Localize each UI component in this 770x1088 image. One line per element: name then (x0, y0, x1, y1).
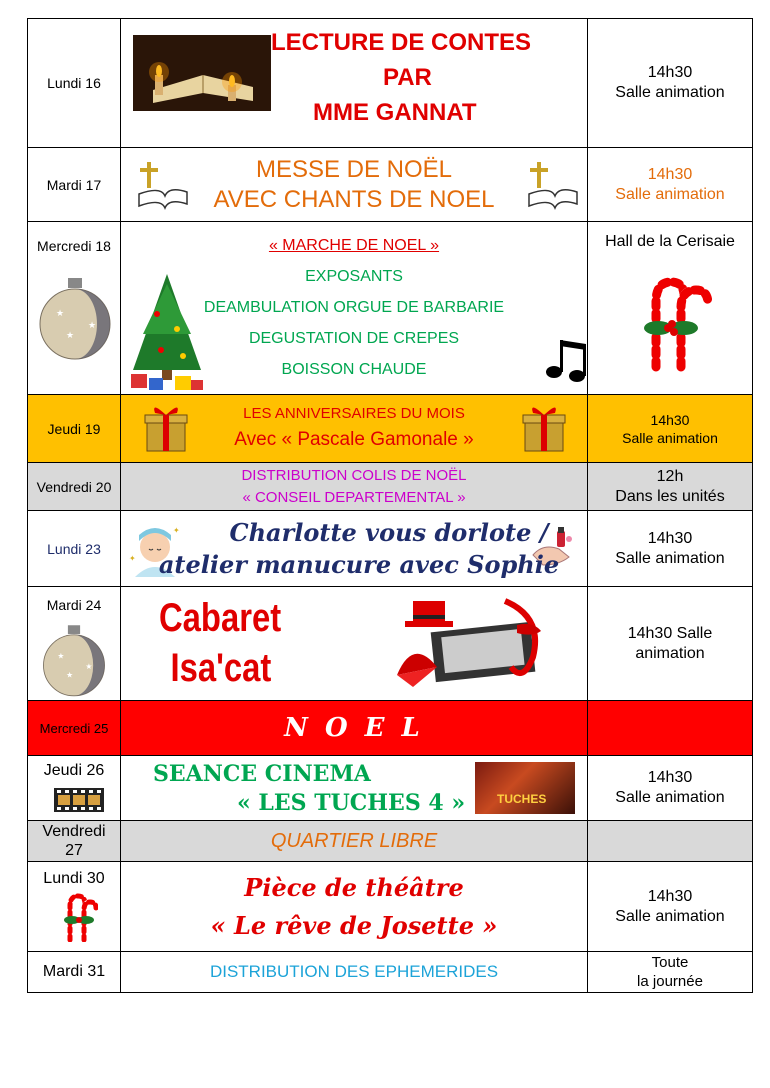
event-cell (121, 952, 588, 993)
event-line: Pièce de théâtre (244, 872, 464, 902)
event-cell (121, 511, 588, 587)
event-line: « CONSEIL DEPARTEMENTAL » (242, 488, 466, 506)
event-text (121, 869, 587, 945)
row-mardi-17 (28, 148, 753, 222)
time-cell (588, 395, 753, 463)
day-label: Vendredi 20 (36, 478, 112, 495)
music-note-icon (545, 334, 587, 382)
event-line: « MARCHE DE NOEL » (268, 237, 440, 254)
time-line: Salle animation (615, 789, 725, 806)
row-vendredi-27 (28, 821, 753, 862)
event-text (159, 593, 281, 693)
event-cell (121, 821, 588, 862)
event-line: AVEC CHANTS DE NOEL (213, 185, 495, 213)
time-line: 14h30 (647, 64, 693, 81)
day-cell (28, 19, 121, 148)
event-cell (121, 756, 588, 821)
day-cell (28, 821, 121, 862)
day-label: Lundi 16 (47, 75, 101, 91)
time-line: Salle animation (622, 429, 718, 446)
time-line: Salle animation (615, 549, 725, 567)
event-line: Avec « Pascale Gamonale » (234, 428, 474, 450)
time-cell (588, 148, 753, 222)
event-cell (121, 19, 588, 148)
cabaret-props-image (393, 597, 553, 691)
event-line: Charlotte vous dorlote / (229, 517, 549, 547)
time-line: 14h30 Salle (627, 624, 713, 642)
event-line: PAR (383, 64, 432, 91)
time-cell (588, 952, 753, 993)
event-cell (121, 222, 588, 395)
day-cell (28, 587, 121, 701)
event-line: EXPOSANTS (305, 268, 403, 285)
event-line: atelier manucure avec Sophie (158, 549, 560, 579)
time-line: Dans les unités (615, 487, 725, 505)
event-cell (121, 148, 588, 222)
time-cell (588, 587, 753, 701)
day-cell (28, 756, 121, 821)
time-cell (588, 862, 753, 952)
day-label: Jeudi 26 (43, 762, 105, 779)
candy-cane-icon (58, 892, 98, 942)
time-line: Toute (651, 954, 689, 971)
day-cell (28, 701, 121, 756)
event-text (121, 465, 587, 509)
day-label: Jeudi 19 (47, 420, 101, 437)
svg-text:★: ★ (66, 330, 75, 340)
day-label: Mercredi 25 (39, 720, 109, 736)
day-cell (28, 148, 121, 222)
day-label: Lundi 30 (43, 870, 105, 887)
time-line: 14h30 (647, 529, 693, 547)
day-label: Mercredi 18 (37, 238, 111, 254)
day-cell (28, 463, 121, 511)
row-mardi-31 (28, 952, 753, 993)
time-line: Salle animation (615, 84, 725, 101)
day-label: Vendredi (42, 823, 106, 840)
time-cell (588, 19, 753, 148)
event-cell (121, 701, 588, 756)
film-reel-icon (54, 786, 104, 814)
time-line: 14h30 (647, 769, 693, 786)
row-mardi-24 (28, 587, 753, 701)
row-mercredi-25 (28, 701, 753, 756)
row-lundi-30 (28, 862, 753, 952)
event-line: Cabaret (159, 596, 282, 640)
svg-text:✦: ✦ (129, 554, 136, 563)
event-text: DISTRIBUTION DES EPHEMERIDES (209, 962, 499, 981)
time-line: Hall de la Cerisaie (605, 233, 735, 250)
event-text (153, 760, 465, 818)
event-line: SEANCE CINEMA (153, 761, 371, 787)
event-cell (121, 463, 588, 511)
time-line: animation (635, 644, 705, 662)
event-cell (121, 395, 588, 463)
event-line: MESSE DE NOËL (255, 155, 453, 183)
event-line: DEAMBULATION ORGUE DE BARBARIE (203, 299, 505, 316)
day-label: Mardi 31 (42, 963, 106, 980)
time-line: 14h30 (650, 411, 690, 428)
event-line: DEGUSTATION DE CREPES (248, 330, 460, 347)
time-cell (588, 701, 753, 756)
row-mercredi-18 (28, 222, 753, 395)
svg-text:★: ★ (88, 320, 97, 330)
event-text (121, 230, 587, 385)
schedule-table (27, 18, 753, 993)
event-line: MME GANNAT (313, 99, 477, 126)
time-cell (588, 222, 753, 395)
event-text (121, 403, 587, 455)
event-text (121, 155, 587, 215)
time-cell (588, 511, 753, 587)
event-text (271, 25, 561, 130)
movie-poster-image (475, 762, 575, 814)
candy-cane-icon (626, 272, 716, 372)
event-cell (121, 587, 588, 701)
time-line: Salle animation (615, 907, 725, 925)
event-line: LECTURE DE CONTES (271, 29, 532, 56)
time-line: 14h30 (647, 165, 693, 183)
svg-text:★: ★ (85, 661, 93, 671)
event-line: BOISSON CHAUDE (281, 361, 427, 378)
row-vendredi-20 (28, 463, 753, 511)
day-cell (28, 952, 121, 993)
row-lundi-16 (28, 19, 753, 148)
event-text: N O E L (284, 713, 424, 743)
day-label: Mardi 24 (46, 597, 102, 613)
svg-text:✦: ✦ (173, 526, 180, 535)
time-cell (588, 463, 753, 511)
event-text: QUARTIER LIBRE (270, 829, 438, 852)
event-cell (121, 862, 588, 952)
event-line: « LES TUCHES 4 » (237, 790, 466, 816)
poster-title: TUCHES (497, 792, 547, 806)
day-label: 27 (65, 842, 83, 859)
time-cell (588, 756, 753, 821)
ornament-ball-icon (40, 623, 108, 699)
time-line: 14h30 (647, 887, 693, 905)
event-line: LES ANNIVERSAIRES DU MOIS (243, 404, 465, 422)
ornament-ball-icon (36, 276, 114, 362)
day-cell (28, 511, 121, 587)
candle-book-image (133, 35, 271, 111)
day-cell (28, 222, 121, 395)
time-line: 12h (656, 467, 684, 485)
event-text (121, 517, 587, 581)
svg-text:★: ★ (56, 308, 65, 318)
row-lundi-23 (28, 511, 753, 587)
row-jeudi-19 (28, 395, 753, 463)
event-line: Isa'cat (170, 646, 272, 690)
day-cell (28, 862, 121, 952)
time-line: Salle animation (615, 185, 725, 203)
event-line: DISTRIBUTION COLIS DE NOËL (241, 466, 467, 484)
time-line: la journée (637, 973, 703, 990)
svg-text:★: ★ (66, 670, 74, 680)
time-cell (588, 821, 753, 862)
row-jeudi-26 (28, 756, 753, 821)
event-line: « Le rêve de Josette » (210, 910, 498, 940)
day-label: Mardi 17 (46, 176, 102, 193)
svg-text:★: ★ (57, 651, 65, 661)
day-cell (28, 395, 121, 463)
day-label: Lundi 23 (47, 540, 101, 557)
